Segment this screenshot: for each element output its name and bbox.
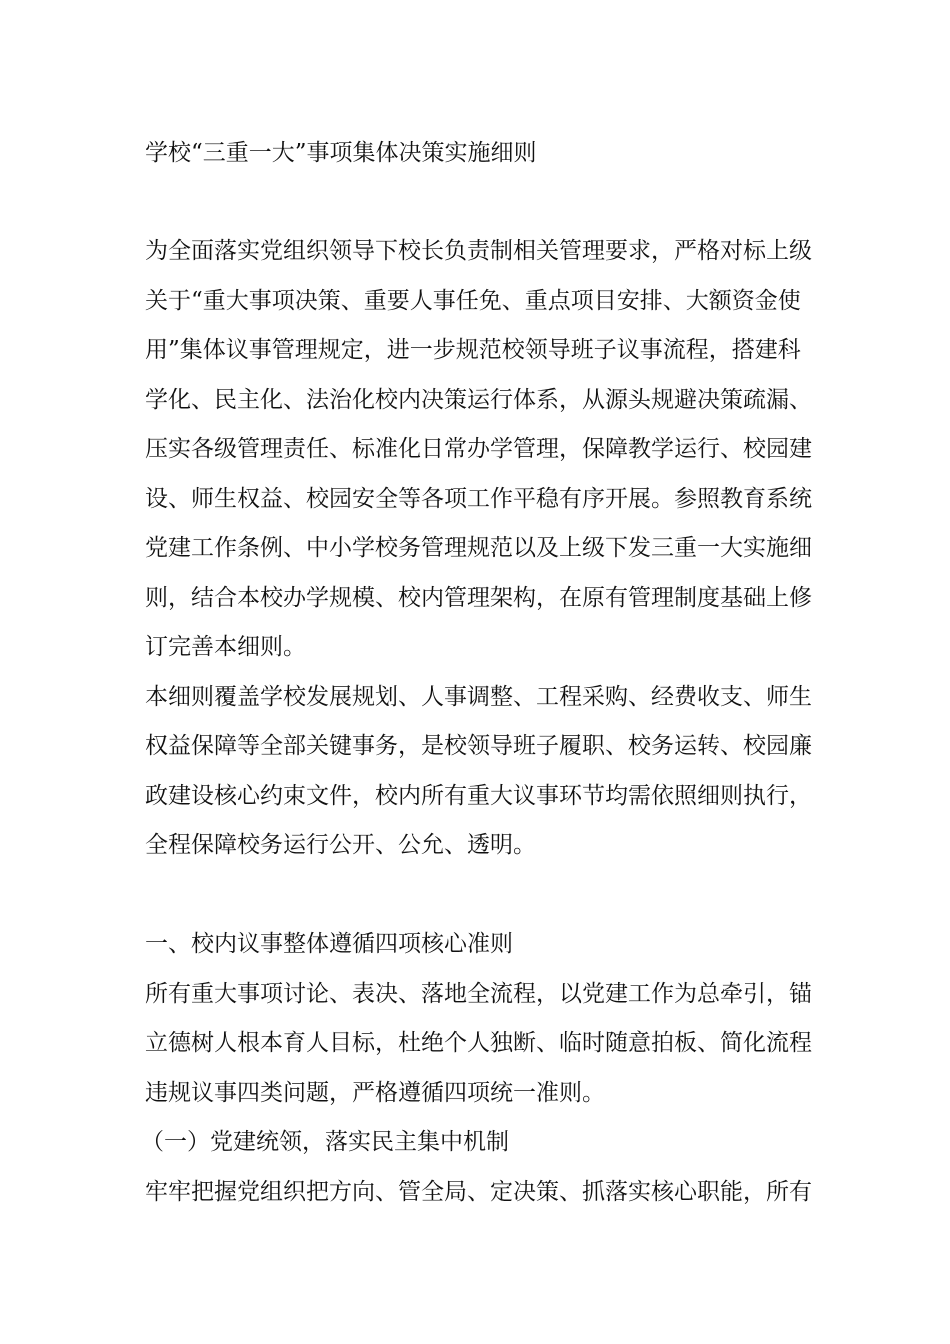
section-line: 所有重大事项讨论、表决、落地全流程，以党建工作为总牵引，锚 — [145, 981, 812, 1007]
intro-line: 学化、民主化、法治化校内决策运行体系，从源头规避决策疏漏、 — [145, 387, 812, 413]
intro-line: 订完善本细则。 — [145, 634, 306, 660]
intro-line: 则，结合本校办学规模、校内管理架构，在原有管理制度基础上修 — [145, 585, 812, 611]
scope-line: 本细则覆盖学校发展规划、人事调整、工程采购、经费收支、师生 — [145, 684, 812, 710]
intro-line: 党建工作条例、中小学校务管理规范以及上级下发三重一大实施细 — [145, 535, 812, 561]
subsection-line: 牢牢把握党组织把方向、管全局、定决策、抓落实核心职能，所有 — [145, 1179, 812, 1205]
document-title: 学校“三重一大”事项集体决策实施细则 — [145, 140, 537, 166]
section-line: 违规议事四类问题，严格遵循四项统一准则。 — [145, 1080, 605, 1106]
scope-line: 政建设核心约束文件，校内所有重大议事环节均需依照细则执行， — [145, 783, 812, 809]
intro-line: 压实各级管理责任、标准化日常办学管理，保障教学运行、校园建 — [145, 436, 812, 462]
subsection-heading: （一）党建统领，落实民主集中机制 — [141, 1129, 509, 1155]
intro-line: 关于“重大事项决策、重要人事任免、重点项目安排、大额资金使 — [145, 288, 801, 314]
intro-line: 设、师生权益、校园安全等各项工作平稳有序开展。参照教育系统 — [145, 486, 812, 512]
intro-line: 为全面落实党组织领导下校长负责制相关管理要求，严格对标上级 — [145, 238, 812, 264]
section-line: 立德树人根本育人目标，杜绝个人独断、临时随意拍板、简化流程 — [145, 1030, 812, 1056]
scope-line: 全程保障校务运行公开、公允、透明。 — [145, 832, 536, 858]
section-heading: 一、校内议事整体遵循四项核心准则 — [145, 931, 513, 957]
intro-line: 用”集体议事管理规定，进一步规范校领导班子议事流程，搭建科 — [145, 337, 801, 363]
scope-line: 权益保障等全部关键事务，是校领导班子履职、校务运转、校园廉 — [145, 733, 812, 759]
